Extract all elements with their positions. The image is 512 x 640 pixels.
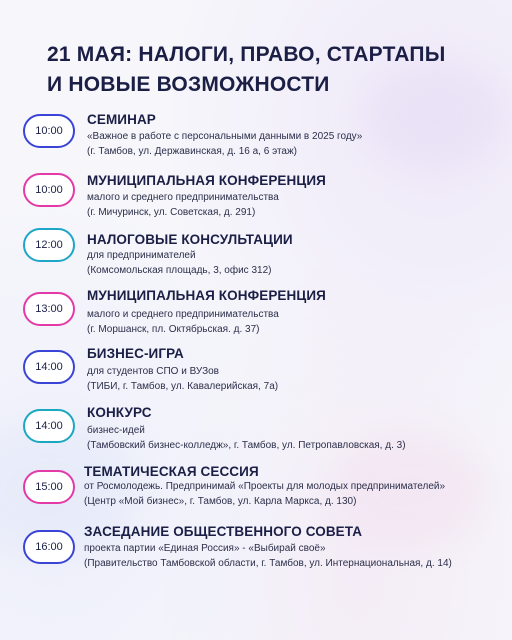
event-item [0, 232, 512, 288]
event-address: (Комсомольская площадь, 3, офис 312) [87, 265, 272, 276]
time-badge: 14:00 [23, 409, 75, 443]
event-title: МУНИЦИПАЛЬНАЯ КОНФЕРЕНЦИЯ [87, 173, 326, 188]
event-description: «Важное в работе с персональными данными в 2025 году» [87, 131, 363, 142]
time-badge: 10:00 [23, 173, 75, 207]
time-badge: 15:00 [23, 470, 75, 504]
time-badge: 12:00 [23, 228, 75, 262]
event-address: (г. Мичуринск, ул. Советская, д. 291) [87, 207, 256, 218]
event-title: СЕМИНАР [87, 112, 156, 127]
time-badge: 10:00 [23, 114, 75, 148]
event-title: ТЕМАТИЧЕСКАЯ СЕССИЯ [84, 464, 259, 479]
event-item [0, 346, 512, 402]
event-address: (Правительство Тамбовской области, г. Тамбов, ул. Интернациональная, д. 14) [84, 558, 452, 569]
time-badge: 16:00 [23, 530, 75, 564]
page-title [47, 40, 487, 100]
event-description: бизнес-идей [87, 425, 145, 436]
event-item [0, 464, 512, 520]
event-title: НАЛОГОВЫЕ КОНСУЛЬТАЦИИ [87, 232, 293, 247]
event-item [0, 405, 512, 461]
event-address: (г. Тамбов, ул. Державинская, д. 16 а, 6 этаж) [87, 146, 298, 157]
title-line-2: И НОВЫЕ ВОЗМОЖНОСТИ [47, 73, 330, 96]
event-title: ЗАСЕДАНИЕ ОБЩЕСТВЕННОГО СОВЕТА [84, 524, 363, 539]
event-description: малого и среднего предпринимательства [87, 309, 279, 320]
event-address: (Тамбовский бизнес-колледж», г. Тамбов, ул. Петропавловская, д. 3) [87, 440, 406, 451]
event-title: БИЗНЕС-ИГРА [87, 346, 184, 361]
event-item [0, 288, 512, 344]
title-line-1: 21 МАЯ: НАЛОГИ, ПРАВО, СТАРТАПЫ [47, 43, 446, 66]
event-item [0, 173, 512, 229]
event-address: (г. Моршанск, пл. Октябрьская. д. 37) [87, 324, 260, 335]
event-address: (ТИБИ, г. Тамбов, ул. Кавалерийская, 7а) [87, 381, 279, 392]
event-item [0, 112, 512, 168]
event-description: для предпринимателей [87, 250, 196, 261]
event-title: КОНКУРС [87, 405, 152, 420]
event-description: для студентов СПО и ВУЗов [87, 366, 219, 377]
event-item [0, 524, 512, 580]
event-description: от Росмолодежь. Предпринимай «Проекты для молодых предпринимателей» [84, 481, 446, 492]
event-description: проекта партии «Единая Россия» - «Выбирай своё» [84, 543, 326, 554]
time-badge: 14:00 [23, 350, 75, 384]
event-description: малого и среднего предпринимательства [87, 192, 279, 203]
time-badge: 13:00 [23, 292, 75, 326]
event-title: МУНИЦИПАЛЬНАЯ КОНФЕРЕНЦИЯ [87, 288, 326, 303]
event-address: (Центр «Мой бизнес», г. Тамбов, ул. Карла Маркса, д. 130) [84, 496, 357, 507]
